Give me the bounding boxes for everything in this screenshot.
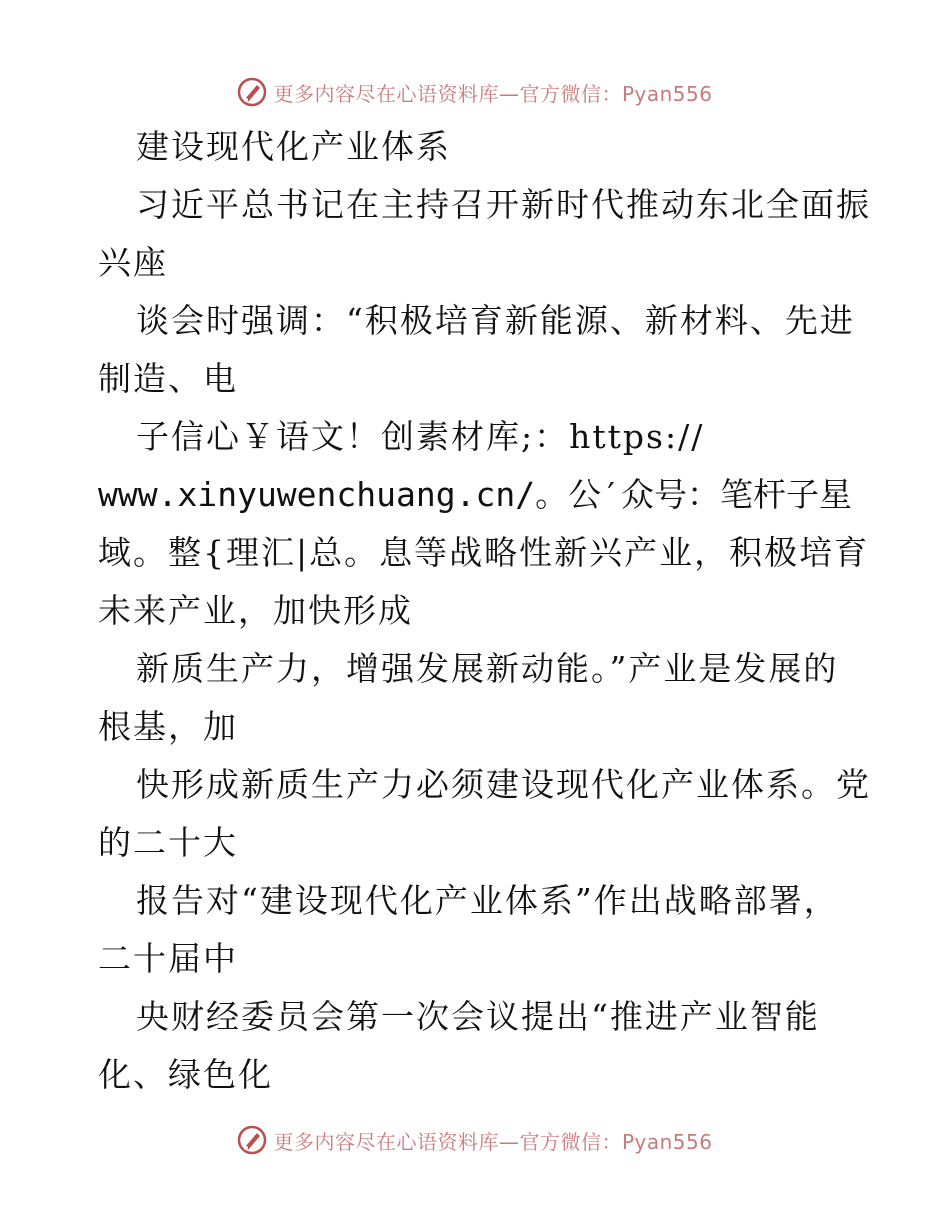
document-body: [98, 118, 871, 1104]
doc-line: 报告对“建设现代化产业体系”作出战略部署，: [136, 881, 839, 920]
pen-logo-icon: [237, 1125, 267, 1155]
pen-logo-icon: [237, 77, 267, 107]
doc-line: 央财经委员会第一次会议提出“推进产业智能: [136, 997, 820, 1036]
doc-line: www.xinyuwenchuang.cn/。公′众号：笔杆子星: [98, 475, 852, 514]
doc-line: 域。整{理汇|总。息等战略性新兴产业，积极培育: [98, 533, 870, 572]
doc-line: 根基，加: [98, 707, 238, 746]
doc-line: 化、绿色化: [98, 1055, 273, 1094]
footer-banner-text: 更多内容尽在心语资料库—官方微信：Pyan556: [273, 1129, 713, 1154]
doc-line: 制造、电: [98, 359, 238, 398]
doc-line: 未来产业，加快形成: [98, 591, 413, 630]
doc-line: 二十届中: [98, 939, 238, 978]
doc-line: 习近平总书记在主持召开新时代推动东北全面振: [136, 185, 871, 224]
doc-line: 快形成新质生产力必须建设现代化产业体系。党: [136, 765, 871, 804]
doc-line: 兴座: [98, 243, 168, 282]
doc-line: 新质生产力，增强发展新动能。”产业是发展的: [136, 649, 839, 688]
doc-title: 建设现代化产业体系: [136, 127, 451, 166]
doc-line: 子信心￥语文！创素材库;：https://: [136, 417, 705, 456]
doc-line: 谈会时强调：“积极培育新能源、新材料、先进: [136, 301, 855, 340]
footer-banner: [0, 1120, 950, 1160]
doc-line: 的二十大: [98, 823, 238, 862]
header-banner-text: 更多内容尽在心语资料库—官方微信：Pyan556: [273, 81, 713, 106]
header-banner: [0, 72, 950, 112]
